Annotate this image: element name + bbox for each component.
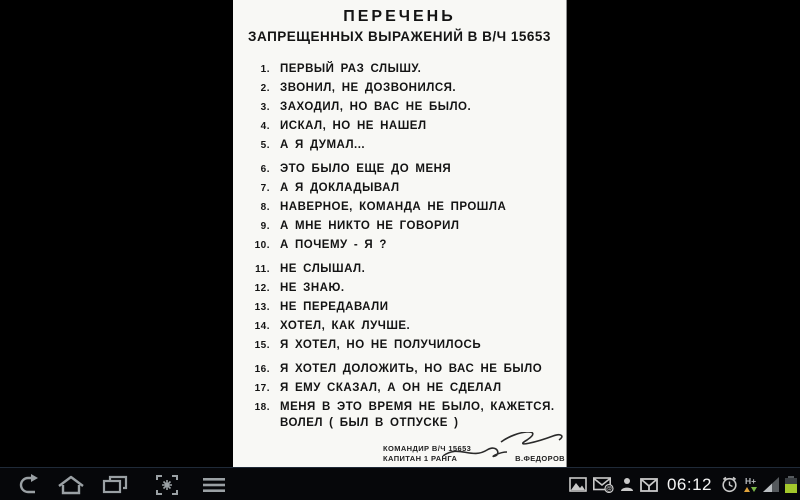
list-item xyxy=(250,280,558,299)
signature-line1: КОМАНДИР В/Ч 15653 xyxy=(383,444,472,453)
home-button[interactable] xyxy=(56,468,86,500)
item-number: 13. xyxy=(254,302,270,313)
recent-apps-button[interactable] xyxy=(100,468,130,500)
system-navbar xyxy=(0,467,800,500)
item-text xyxy=(280,299,388,315)
item-text-line1: ЭТО БЫЛО ЕЩЕ ДО МЕНЯ xyxy=(280,163,452,175)
screen-capture-icon xyxy=(155,474,179,496)
list-item xyxy=(250,380,558,399)
screen-capture-button[interactable] xyxy=(152,468,182,500)
item-text xyxy=(280,237,387,253)
item-text xyxy=(280,318,410,334)
alarm-icon xyxy=(721,476,738,493)
item-number: 5. xyxy=(260,140,270,151)
menu-icon xyxy=(202,477,226,493)
back-button[interactable] xyxy=(16,468,46,500)
item-text xyxy=(280,161,451,177)
signature-block xyxy=(383,444,565,464)
signal-strength-icon xyxy=(763,477,779,492)
signature-line2: КАПИТАН 1 РАНГА xyxy=(383,454,458,463)
item-number: 4. xyxy=(260,121,270,132)
document-title: ПЕРЕЧЕНЬ xyxy=(343,8,456,25)
item-text-line1: Я ХОТЕЛ ДОЛОЖИТЬ, НО ВАС НЕ БЫЛО xyxy=(280,363,543,375)
item-text-line1: ХОТЕЛ, КАК ЛУЧШЕ. xyxy=(280,320,411,332)
item-text-line1: НАВЕРНОЕ, КОМАНДА НЕ ПРОШЛА xyxy=(280,201,507,213)
item-text xyxy=(280,380,502,396)
data-upload-arrow-icon xyxy=(744,487,750,492)
item-number: 12. xyxy=(254,283,270,294)
item-text-line2: ВОЛЕЛ ( БЫЛ В ОТПУСКЕ ) xyxy=(280,417,459,429)
item-text-line1: ЗВОНИЛ, НЕ ДОЗВОНИЛСЯ. xyxy=(280,82,457,94)
item-text xyxy=(280,261,365,277)
battery-icon xyxy=(785,476,797,493)
item-number: 11. xyxy=(255,264,270,275)
item-text-line1: А МНЕ НИКТО НЕ ГОВОРИЛ xyxy=(280,220,460,232)
list-item xyxy=(250,237,558,256)
mobile-data-icon xyxy=(744,477,757,492)
svg-text:@: @ xyxy=(605,486,612,493)
item-text-line1: ПЕРВЫЙ РАЗ СЛЫШУ. xyxy=(280,63,422,75)
recent-apps-icon xyxy=(102,475,128,495)
item-text-line1: ЗАХОДИЛ, НО ВАС НЕ БЫЛО. xyxy=(280,101,472,113)
item-text-line1: МЕНЯ В ЭТО ВРЕМЯ НЕ БЫЛО, КАЖЕТСЯ. xyxy=(280,401,555,413)
status-clock: 06:12 xyxy=(666,474,712,494)
list-item xyxy=(250,118,558,137)
gmail-icon xyxy=(640,478,658,492)
menu-button[interactable] xyxy=(199,468,229,500)
screenshot-notification-icon xyxy=(569,477,587,492)
document-subtitle: ЗАПРЕЩЕННЫХ ВЫРАЖЕНИЙ В В/Ч 15653 xyxy=(248,29,551,44)
item-number: 14. xyxy=(254,321,270,332)
list-item xyxy=(250,299,558,318)
item-number: 9. xyxy=(260,221,270,232)
email-icon xyxy=(593,477,614,493)
item-number: 18. xyxy=(254,402,270,413)
item-text xyxy=(280,218,459,234)
item-number: 1. xyxy=(260,64,270,75)
status-tray[interactable] xyxy=(569,468,797,500)
list-item xyxy=(250,337,558,356)
contact-icon xyxy=(620,477,634,492)
item-number: 10. xyxy=(254,240,270,251)
item-number: 6. xyxy=(260,164,270,175)
item-text-line1: А ПОЧЕМУ - Я ? xyxy=(280,239,387,251)
list-item xyxy=(250,399,558,431)
data-download-arrow-icon xyxy=(751,487,757,492)
item-text xyxy=(280,118,427,134)
item-text xyxy=(280,337,481,353)
item-number: 15. xyxy=(254,340,270,351)
item-number: 3. xyxy=(260,102,270,113)
item-number: 17. xyxy=(254,383,270,394)
item-text-line1: НЕ СЛЫШАЛ. xyxy=(280,263,366,275)
item-number: 7. xyxy=(260,183,270,194)
network-type-label: H+ xyxy=(744,476,757,487)
item-text xyxy=(280,99,471,115)
item-text xyxy=(280,137,365,153)
item-text xyxy=(280,180,400,196)
list-item xyxy=(250,61,558,80)
item-text-line1: Я ХОТЕЛ, НО НЕ ПОЛУЧИЛОСЬ xyxy=(280,339,482,351)
back-icon xyxy=(18,474,44,496)
item-text-line1: ИСКАЛ, НО НЕ НАШЕЛ xyxy=(280,120,427,132)
item-number: 2. xyxy=(260,83,270,94)
item-number: 8. xyxy=(260,202,270,213)
signature-name: В.ФЕДОРОВ xyxy=(515,454,565,463)
item-text-line1: НЕ ЗНАЮ. xyxy=(280,282,345,294)
forbidden-expressions-list xyxy=(250,61,558,431)
list-item xyxy=(250,180,558,199)
item-text-line1: А Я ДОКЛАДЫВАЛ xyxy=(280,182,400,194)
list-item xyxy=(250,99,558,118)
item-text xyxy=(280,361,542,377)
list-item xyxy=(250,161,558,180)
item-text-line1: А Я ДУМАЛ... xyxy=(280,139,366,151)
list-item xyxy=(250,318,558,337)
list-item xyxy=(250,218,558,237)
item-text xyxy=(280,61,421,77)
item-text xyxy=(280,199,506,215)
item-text xyxy=(280,80,456,96)
home-icon xyxy=(57,475,85,495)
list-item xyxy=(250,261,558,280)
list-item xyxy=(250,361,558,380)
list-item xyxy=(250,137,558,156)
scanned-document xyxy=(233,0,567,467)
list-item xyxy=(250,80,558,99)
item-text xyxy=(280,399,555,431)
item-text xyxy=(280,280,345,296)
item-number: 16. xyxy=(254,364,270,375)
item-text-line1: НЕ ПЕРЕДАВАЛИ xyxy=(280,301,389,313)
list-item xyxy=(250,199,558,218)
item-text-line1: Я ЕМУ СКАЗАЛ, А ОН НЕ СДЕЛАЛ xyxy=(280,382,502,394)
